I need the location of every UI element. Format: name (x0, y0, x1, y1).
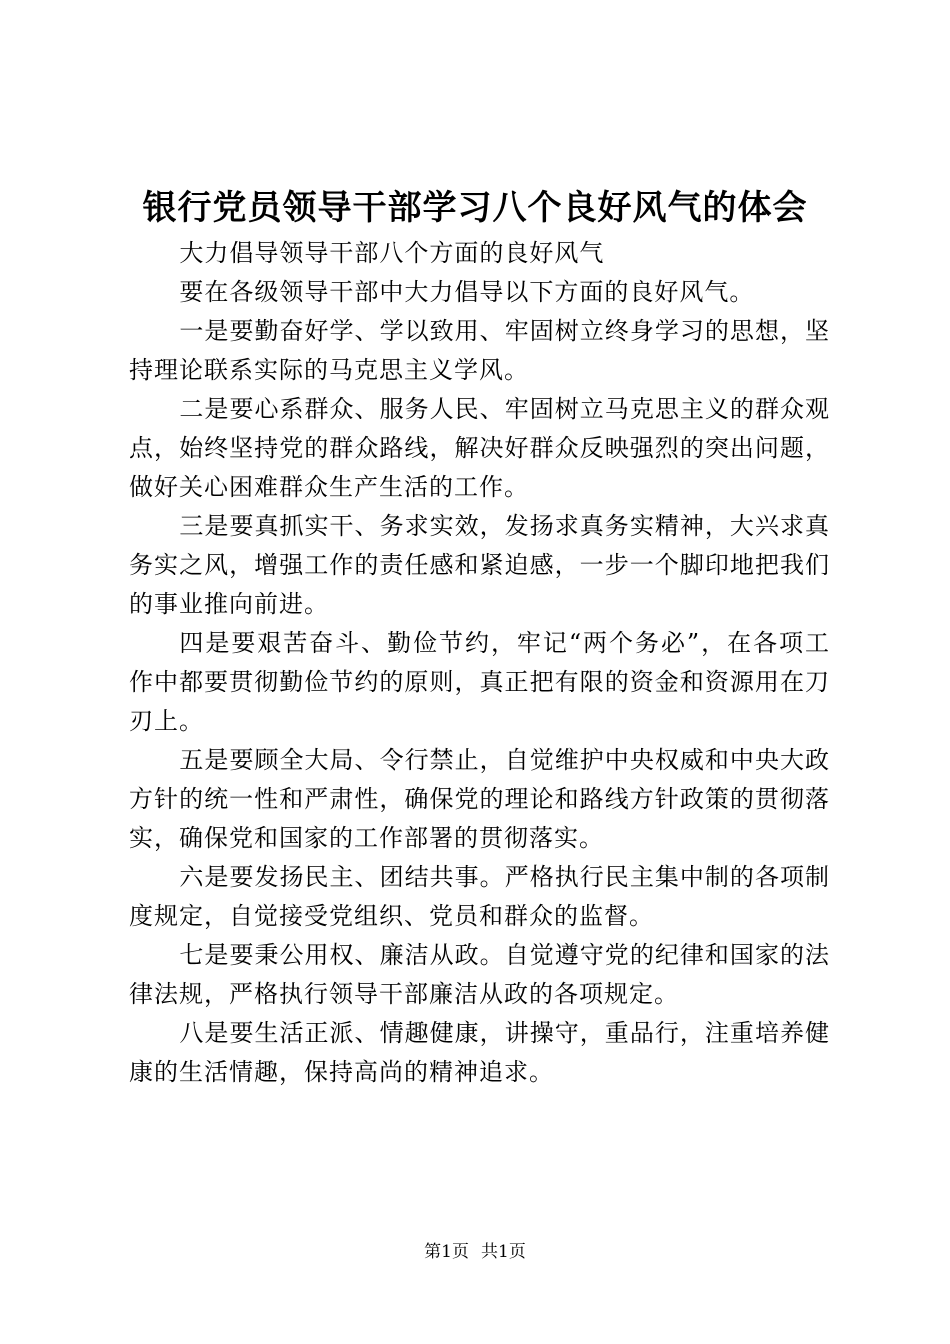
paragraph-intro: 要在各级领导干部中大力倡导以下方面的良好风气。 (179, 278, 755, 306)
paragraph-point-7: 七是要秉公用权、廉洁从政。自觉遵守党的纪律和国家的法律法规，严格执行领导干部廉洁从政的各项规定。 (129, 941, 830, 1008)
page-number: 第1页 (424, 1242, 469, 1262)
paragraph-point-5: 五是要顾全大局、令行禁止，自觉维护中央权威和中央大政方针的统一性和严肃性，确保党的理论和路线方针政策的贯彻落实，确保党和国家的工作部署的贯彻落实。 (129, 746, 830, 852)
paragraph-point-6: 六是要发扬民主、团结共事。严格执行民主集中制的各项制度规定，自觉接受党组织、党员和群众的监督。 (129, 863, 830, 930)
document-body (129, 234, 830, 1092)
paragraph-point-2: 二是要心系群众、服务人民、牢固树立马克思主义的群众观点，始终坚持党的群众路线，解决好群众反映强烈的突出问题，做好关心困难群众生产生活的工作。 (129, 395, 830, 501)
page-total: 共1页 (481, 1242, 526, 1262)
document-title: 银行党员领导干部学习八个良好风气的体会 (142, 188, 808, 228)
paragraph-intro-heading: 大力倡导领导干部八个方面的良好风气 (179, 239, 605, 267)
page-footer (0, 1240, 950, 1264)
paragraph-point-4: 四是要艰苦奋斗、勤俭节约，牢记“两个务必”，在各项工作中都要贯彻勤俭节约的原则，真正把有限的资金和资源用在刀刃上。 (129, 629, 830, 735)
paragraph-point-8: 八是要生活正派、情趣健康，讲操守，重品行，注重培养健康的生活情趣，保持高尚的精神追求。 (129, 1019, 830, 1086)
paragraph-point-3: 三是要真抓实干、务求实效，发扬求真务实精神，大兴求真务实之风，增强工作的责任感和紧迫感，一步一个脚印地把我们的事业推向前进。 (129, 512, 830, 618)
paragraph-point-1: 一是要勤奋好学、学以致用、牢固树立终身学习的思想，坚持理论联系实际的马克思主义学风。 (129, 317, 830, 384)
